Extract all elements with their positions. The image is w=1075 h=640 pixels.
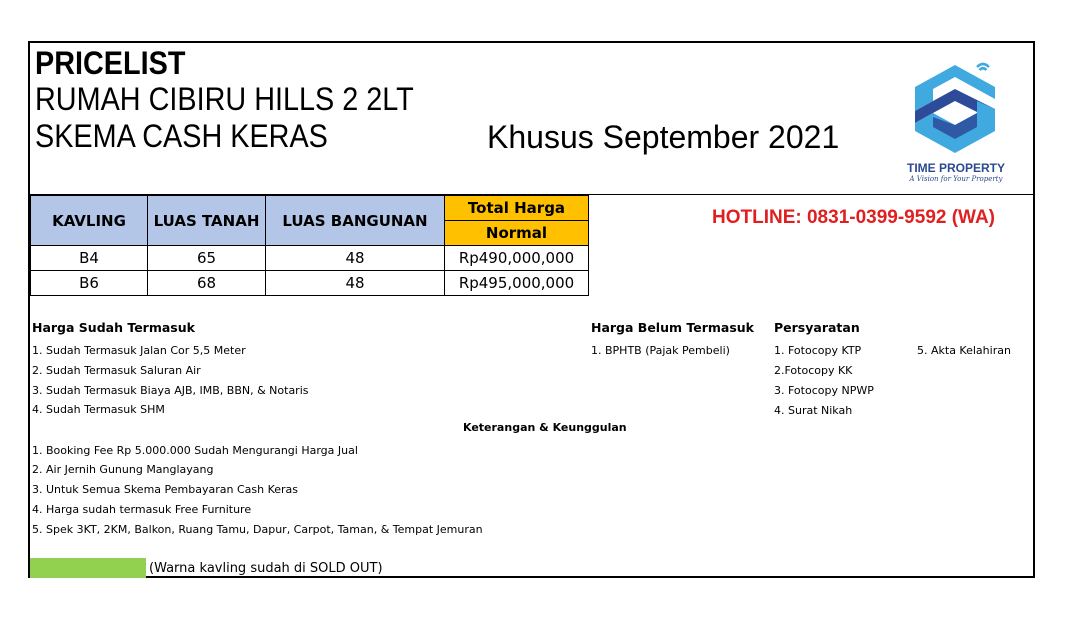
list-item: 3. Sudah Termasuk Biaya AJB, IMB, BBN, & Notaris (32, 384, 309, 397)
list-item: 5. Akta Kelahiran (917, 344, 1011, 357)
header-kavling: KAVLING (31, 196, 148, 246)
cell-harga: Rp490,000,000 (445, 246, 589, 271)
list-item: 3. Untuk Semua Skema Pembayaran Cash Keras (32, 483, 298, 496)
list-item: 4. Harga sudah termasuk Free Furniture (32, 503, 252, 516)
table-row (31, 271, 589, 296)
list-item: 2. Air Jernih Gunung Manglayang (32, 463, 214, 476)
header-luas-tanah: LUAS TANAH (148, 196, 266, 246)
price-table (30, 195, 589, 296)
cell-luas-bangunan: 48 (266, 246, 445, 271)
title-scheme: SKEMA CASH KERAS (35, 118, 328, 154)
header-normal: Normal (445, 221, 589, 246)
list-item: 4. Sudah Termasuk SHM (32, 403, 165, 416)
list-item: 2. Sudah Termasuk Saluran Air (32, 364, 201, 377)
list-item: 2.Fotocopy KK (774, 364, 853, 377)
hotline: HOTLINE: 0831-0399-9592 (WA) (712, 207, 995, 228)
logo-name: TIME PROPERTY (906, 161, 1005, 175)
title-pricelist: PRICELIST (35, 45, 186, 81)
logo-tagline: A Vision for Your Property (909, 175, 1003, 183)
sold-out-legend: (Warna kavling sudah di SOLD OUT) (149, 561, 383, 576)
header-total-harga: Total Harga (445, 196, 589, 221)
keterangan-title: Keterangan & Keunggulan (463, 421, 627, 434)
termasuk-title: Harga Sudah Termasuk (32, 320, 195, 335)
list-item: 3. Fotocopy NPWP (774, 384, 874, 397)
list-item: 5. Spek 3KT, 2KM, Balkon, Ruang Tamu, Dapur, Carpot, Taman, & Tempat Jemuran (32, 523, 483, 536)
house-s-logo-icon (905, 57, 1005, 157)
cell-luas-tanah: 65 (148, 246, 266, 271)
list-item: 1. Booking Fee Rp 5.000.000 Sudah Mengurangi Harga Jual (32, 444, 358, 457)
cell-luas-bangunan: 48 (266, 271, 445, 296)
persyaratan-title: Persyaratan (774, 320, 860, 335)
cell-kavling: B4 (31, 246, 148, 271)
belum-termasuk-title: Harga Belum Termasuk (591, 320, 754, 335)
title-project: RUMAH CIBIRU HILLS 2 2LT (35, 81, 414, 117)
pricelist-sheet (28, 41, 1035, 578)
list-item: 1. Fotocopy KTP (774, 344, 862, 357)
cell-luas-tanah: 68 (148, 271, 266, 296)
sold-out-color-swatch (30, 558, 146, 578)
time-property-logo (890, 55, 1020, 185)
cell-harga: Rp495,000,000 (445, 271, 589, 296)
table-row (31, 246, 589, 271)
header-luas-bangunan: LUAS BANGUNAN (266, 196, 445, 246)
list-item: 4. Surat Nikah (774, 404, 853, 417)
list-item: 1. BPHTB (Pajak Pembeli) (591, 344, 730, 357)
cell-kavling: B6 (31, 271, 148, 296)
promo-period: Khusus September 2021 (487, 119, 840, 155)
list-item: 1. Sudah Termasuk Jalan Cor 5,5 Meter (32, 344, 246, 357)
